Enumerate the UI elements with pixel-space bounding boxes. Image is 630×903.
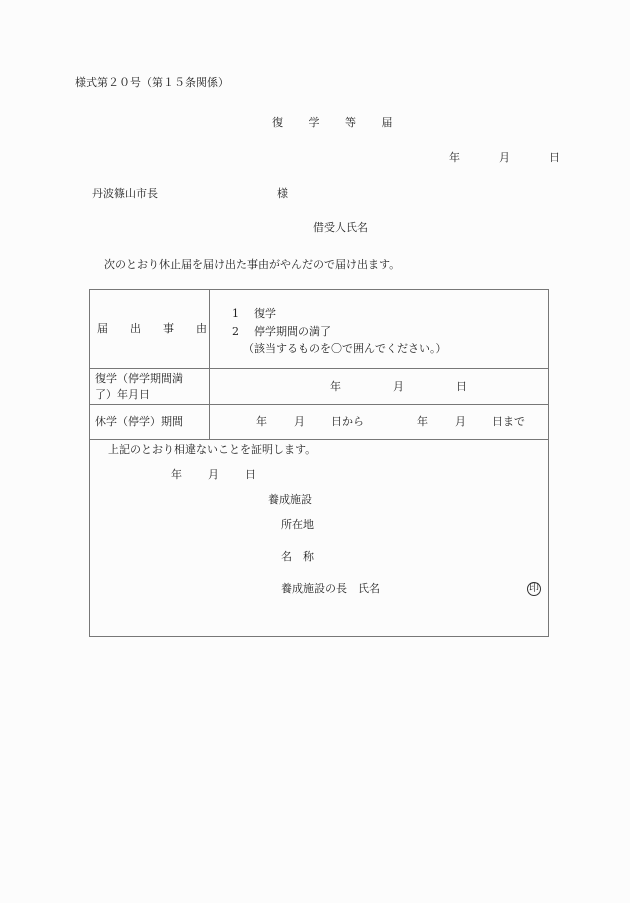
date-day-label: 日 — [549, 151, 560, 164]
return-day-label: 日 — [456, 380, 467, 393]
reason-label: 届 出 事 由 — [97, 322, 207, 335]
option-1-number: 1 — [232, 307, 239, 320]
to-month-label: 月 — [455, 415, 466, 428]
reason-options-cell — [210, 290, 548, 368]
certification-section — [90, 440, 548, 636]
honorific: 様 — [277, 187, 288, 200]
seal-icon: 印 — [529, 583, 539, 594]
borrower-name-label: 借受人氏名 — [313, 221, 368, 234]
table-row-return-date — [90, 369, 548, 405]
cert-year-label: 年 — [171, 468, 182, 481]
to-year-label: 年 — [417, 415, 428, 428]
leave-period-label-cell — [90, 405, 210, 439]
option-2-text: 停学期間の満了 — [254, 325, 331, 338]
from-month-label: 月 — [294, 415, 305, 428]
certification-statement: 上記のとおり相違ないことを証明します。 — [108, 443, 317, 456]
cert-day-label: 日 — [245, 468, 256, 481]
facility-address-label: 所在地 — [281, 518, 314, 531]
return-date-label-line1: 復学（停学期間満 — [95, 372, 183, 385]
from-year-label: 年 — [256, 415, 267, 428]
table-row-reason — [90, 290, 548, 369]
leave-period-value-cell — [210, 405, 548, 439]
intro-text: 次のとおり休止届を届け出た事由がやんだので届け出ます。 — [104, 258, 401, 271]
return-date-label-cell — [90, 369, 210, 404]
date-month-label: 月 — [499, 151, 510, 164]
return-date-label-line2: 了）年月日 — [95, 388, 150, 401]
to-day-label: 日まで — [492, 415, 525, 428]
return-date-value-cell — [210, 369, 548, 404]
cert-month-label: 月 — [208, 468, 219, 481]
leave-period-label: 休学（停学）期間 — [95, 415, 183, 428]
facility-head-name-label: 養成施設の長 氏名 — [281, 582, 380, 595]
addressee: 丹波篠山市長 — [92, 187, 158, 200]
return-month-label: 月 — [393, 380, 404, 393]
facility-name-label: 名 称 — [281, 550, 314, 563]
option-2-number: 2 — [232, 325, 239, 338]
reason-label-cell — [90, 290, 210, 368]
return-year-label: 年 — [330, 380, 341, 393]
from-day-label: 日から — [331, 415, 364, 428]
date-year-label: 年 — [449, 151, 460, 164]
form-table — [89, 289, 549, 637]
option-1-text: 復学 — [254, 307, 276, 320]
table-row-leave-period — [90, 405, 548, 440]
option-note: （該当するものを〇で囲んでください。） — [243, 342, 447, 355]
facility-label: 養成施設 — [268, 493, 312, 506]
form-number: 様式第２０号（第１５条関係） — [75, 76, 229, 89]
document-title: 復 学 等 届 — [272, 116, 404, 129]
